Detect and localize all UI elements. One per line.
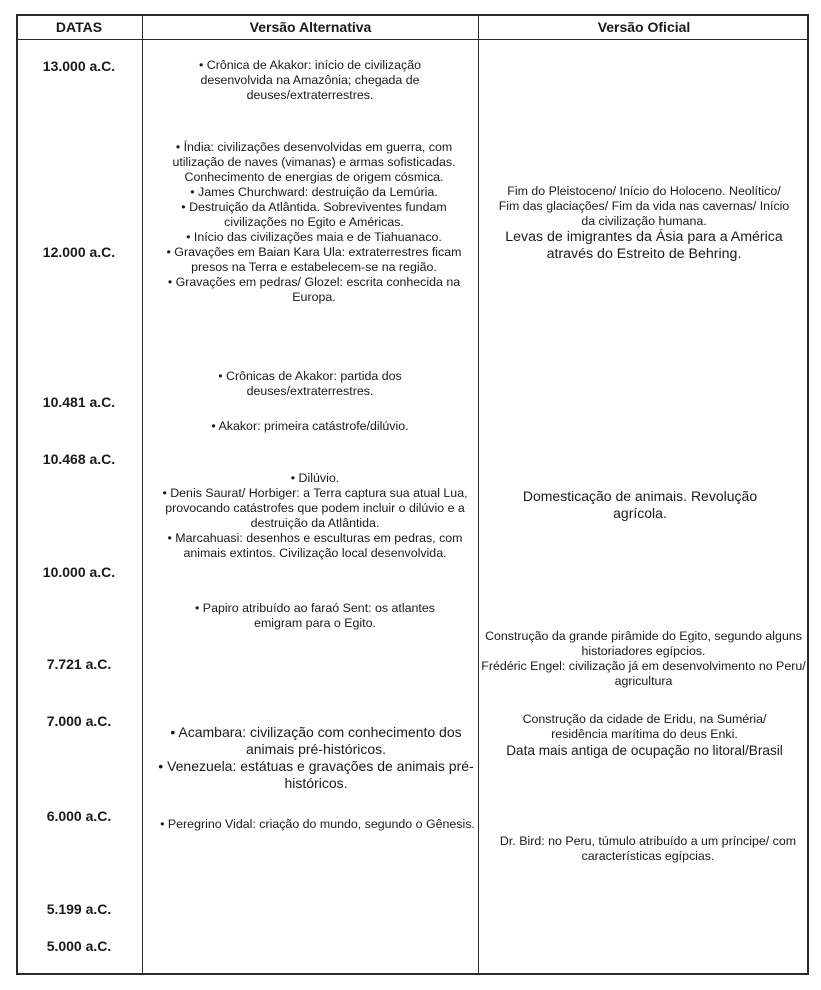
alt-cell-13000: [170, 58, 450, 103]
alt-item: • James Churchward: destruição da Lemúria.: [190, 185, 438, 199]
header-divider: [16, 39, 809, 40]
oficial-item: Construção da cidade de Eridu, na Suméria/ residência marítima do deus Enki.: [522, 712, 767, 741]
date-5199: 5.199 a.C.: [46, 901, 112, 917]
oficial-cell-10000: [520, 488, 760, 522]
alt-item: • Peregrino Vidal: criação do mundo, segundo o Gênesis.: [160, 817, 475, 831]
column-divider-oficial: [478, 14, 479, 975]
alt-item: • Crônica de Akakor: início de civilização desenvolvida na Amazônia; chegada de deuses/extraterrestres.: [199, 58, 421, 102]
alt-item: • Gravações em pedras/ Glozel: escrita conhecida na Europa.: [167, 275, 461, 304]
date-5000: 5.000 a.C.: [46, 938, 112, 954]
date-10468: 10.468 a.C.: [42, 451, 116, 467]
alt-item: • Denis Saurat/ Horbiger: a Terra captura sua atual Lua, provocando catástrofes que podem incluir o dilúvio e a destruição da Atlântida.: [162, 486, 468, 530]
oficial-item: Dr. Bird: no Peru, túmulo atribuído a um príncipe/ com características egípcias.: [499, 834, 797, 863]
date-7721: 7.721 a.C.: [46, 656, 112, 672]
oficial-item: Levas de imigrantes da Ásia para a América através do Estreito de Behring.: [505, 229, 783, 262]
alt-cell-12000: [150, 140, 478, 305]
date-12000: 12.000 a.C.: [42, 244, 116, 260]
alt-item: • Destruição da Atlântida. Sobreviventes fundam civilizações no Egito e Américas.: [181, 200, 447, 229]
alt-cell-10000: [160, 471, 470, 561]
alt-cell-6000: [160, 817, 475, 832]
alt-item: • Índia: civilizações desenvolvidas em guerra, com utilização de naves (vimanas) e armas sofisticadas. Conhecimento de energias de origem cósmica.: [172, 140, 456, 184]
oficial-item: Frédéric Engel: civilização já em desenvolvimento no Peru/ agricultura: [481, 659, 806, 688]
alt-item: • Acambara: civilização com conhecimento dos animais pré-históricos.: [170, 724, 462, 757]
header-dates: DATAS: [55, 19, 103, 35]
oficial-item: Construção da grande pirâmide do Egito, segundo alguns historiadores egípcios.: [485, 629, 802, 658]
date-7000: 7.000 a.C.: [46, 713, 112, 729]
alt-item: • Venezuela: estátuas e gravações de animais pré-históricos.: [158, 758, 474, 791]
alt-cell-7000: [155, 724, 477, 792]
oficial-cell-12000: [496, 184, 792, 263]
column-divider-dates: [142, 14, 143, 975]
alt-item: • Crônicas de Akakor: partida dos deuses/extraterrestres.: [218, 369, 402, 398]
alt-cell-10481: [200, 369, 420, 399]
date-13000: 13.000 a.C.: [42, 58, 116, 74]
alt-cell-10468: [160, 419, 460, 434]
header-oficial: Versão Oficial: [597, 19, 691, 35]
alt-item: • Início das civilizações maia e de Tiahuanaco.: [186, 230, 442, 244]
alt-item: • Akakor: primeira catástrofe/dilúvio.: [211, 419, 409, 433]
alt-cell-papiro: [170, 601, 460, 631]
date-6000: 6.000 a.C.: [46, 808, 112, 824]
alt-item: • Papiro atribuído ao faraó Sent: os atlantes emigram para o Egito.: [195, 601, 435, 630]
oficial-item: Domesticação de animais. Revolução agrícola.: [522, 488, 758, 521]
oficial-item: Fim do Pleistoceno/ Início do Holoceno. Neolítico/ Fim das glaciações/ Fim da vida nas cavernas/ Início da civilização humana.: [498, 184, 790, 228]
oficial-item: Data mais antiga de ocupação no litoral/Brasil: [506, 743, 783, 758]
date-10000: 10.000 a.C.: [42, 564, 116, 580]
alt-item: • Marcahuasi: desenhos e esculturas em pedras, com animais extintos. Civilização local desenvolvida.: [167, 531, 463, 560]
oficial-cell-7000: [482, 712, 807, 759]
alt-item: • Gravações em Baian Kara Ula: extraterrestres ficam presos na Terra e estabelecem-se na região.: [166, 245, 462, 274]
header-alternativa: Versão Alternativa: [249, 19, 372, 35]
oficial-cell-7721: [480, 629, 807, 689]
oficial-cell-6000: [488, 834, 808, 864]
date-10481: 10.481 a.C.: [42, 394, 116, 410]
alt-item: • Dilúvio.: [290, 471, 340, 485]
